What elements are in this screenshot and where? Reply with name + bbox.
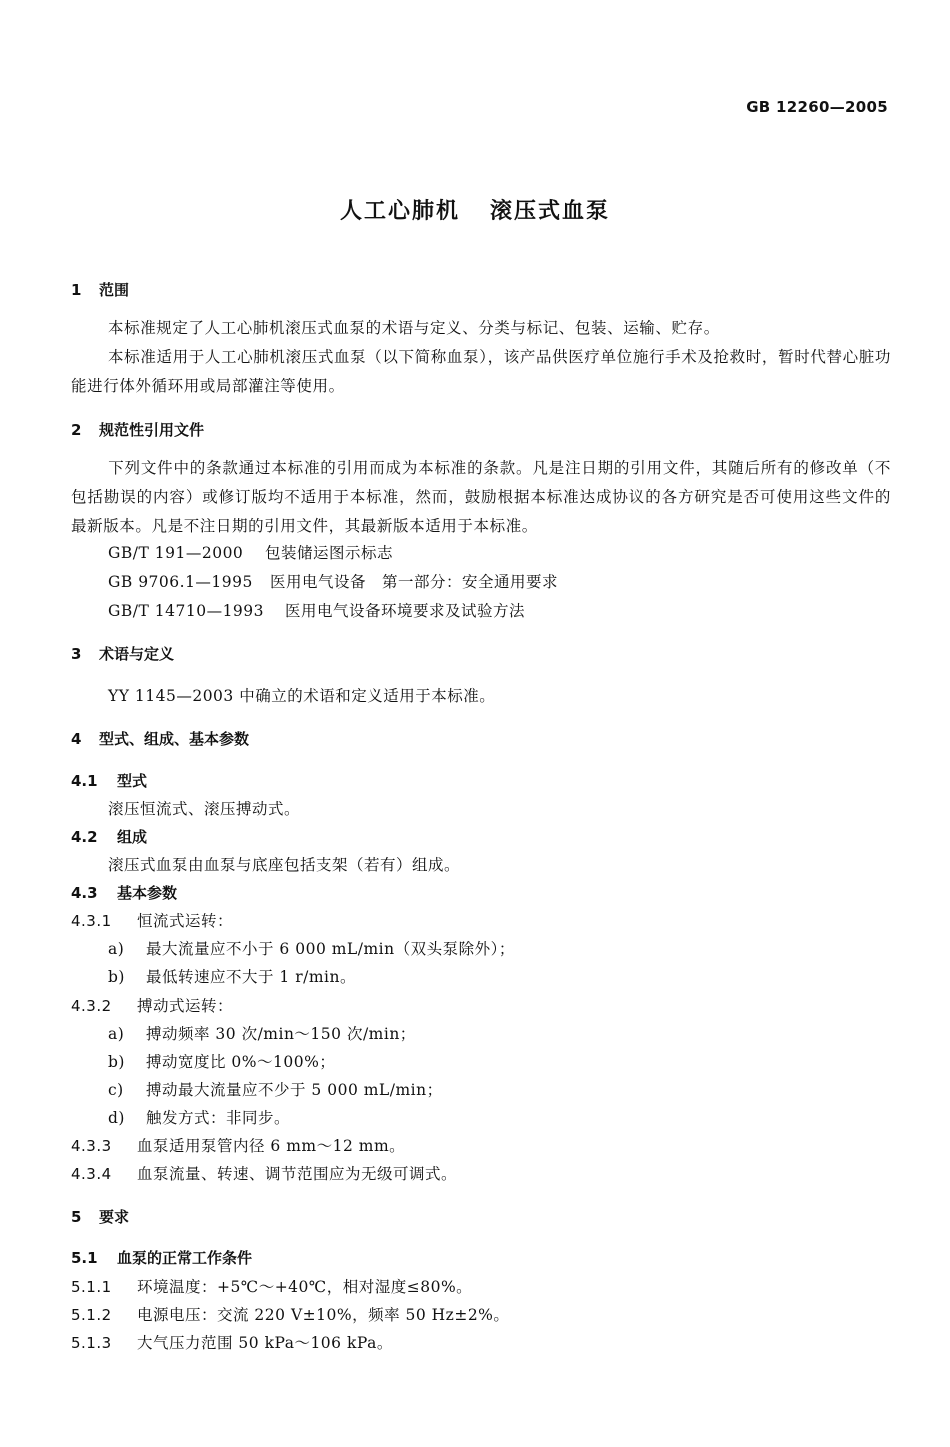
- reference-title: 医用电气设备环境要求及试验方法: [285, 602, 526, 620]
- clause-text: 搏动式运转：: [137, 997, 234, 1015]
- subsection-number: 4.2: [71, 828, 98, 846]
- reference-item: [108, 570, 558, 592]
- subsection-5-1-heading: [71, 1247, 252, 1268]
- section-title: 术语与定义: [99, 645, 175, 663]
- list-item: [108, 1050, 335, 1072]
- reference-title: 医用电气设备 第一部分：安全通用要求: [270, 573, 559, 591]
- list-text: 最低转速应不大于 1 r/min。: [146, 968, 356, 986]
- list-text: 搏动最大流量应不少于 5 000 mL/min；: [146, 1081, 443, 1099]
- clause-number: 4.3.2: [71, 997, 112, 1015]
- section-number: 2: [71, 421, 82, 439]
- section-1-paragraph-1: [71, 314, 891, 343]
- subsection-4-2-text: 滚压式血泵由血泵与底座包括支架（若有）组成。: [108, 856, 461, 874]
- section-number: 3: [71, 645, 82, 663]
- section-1-paragraph-2: [71, 343, 891, 401]
- paragraph-text: 下列文件中的条款通过本标准的引用而成为本标准的条款。凡是注日期的引用文件，其随后所有的修改单（不包括勘误的内容）或修订版均不适用于本标准，然而，鼓励根据本标准达成协议的各方研究是否可使用这些文件的最新版本。凡是不注日期的引用文件，其最新版本适用于本标准。: [71, 459, 891, 535]
- list-text: 最大流量应不小于 6 000 mL/min（双头泵除外）；: [146, 940, 515, 958]
- list-label: b): [108, 968, 125, 986]
- paragraph-text: 本标准规定了人工心肺机滚压式血泵的术语与定义、分类与标记、包装、运输、贮存。: [108, 319, 720, 337]
- section-3-paragraph-1: YY 1145—2003 中确立的术语和定义适用于本标准。: [108, 687, 496, 705]
- subsection-number: 5.1: [71, 1249, 98, 1267]
- reference-code: GB 9706.1—1995: [108, 573, 253, 591]
- section-2-heading: [71, 419, 204, 440]
- title-part-1: 人工心肺机: [339, 199, 460, 224]
- subsection-4-2-heading: [71, 826, 147, 847]
- list-text: 搏动频率 30 次/min～150 次/min；: [146, 1025, 416, 1043]
- section-1-heading: [71, 279, 129, 300]
- section-5-heading: [71, 1206, 129, 1227]
- clause-5-1-2: [71, 1303, 509, 1325]
- list-item: [108, 965, 356, 987]
- clause-5-1-3: [71, 1331, 393, 1353]
- list-text: 搏动宽度比 0%～100%；: [146, 1053, 336, 1071]
- clause-number: 5.1.1: [71, 1278, 112, 1296]
- section-title: 范围: [99, 281, 130, 299]
- reference-title: 包装储运图示标志: [265, 544, 394, 562]
- list-label: a): [108, 1025, 125, 1043]
- clause-number: 5.1.2: [71, 1306, 112, 1324]
- list-text: 触发方式：非同步。: [146, 1109, 291, 1127]
- clause-text: 电源电压：交流 220 V±10%，频率 50 Hz±2%。: [137, 1306, 510, 1324]
- section-3-heading: [71, 643, 174, 664]
- reference-code: GB/T 14710—1993: [108, 602, 265, 620]
- section-title: 要求: [99, 1208, 130, 1226]
- clause-text: 血泵适用泵管内径 6 mm～12 mm。: [137, 1137, 406, 1155]
- subsection-4-1-heading: [71, 770, 147, 791]
- list-item: [108, 1106, 290, 1128]
- clause-4-3-3: [71, 1134, 405, 1156]
- subsection-4-1-text: 滚压恒流式、滚压搏动式。: [108, 800, 301, 818]
- list-item: [108, 1022, 416, 1044]
- subsection-title: 型式: [117, 772, 148, 790]
- clause-number: 4.3.4: [71, 1165, 112, 1183]
- clause-number: 4.3.3: [71, 1137, 112, 1155]
- clause-text: 血泵流量、转速、调节范围应为无级可调式。: [137, 1165, 458, 1183]
- title-part-2: 滚压式血泵: [490, 199, 611, 224]
- reference-item: [108, 541, 393, 563]
- section-2-paragraph-1: [71, 454, 891, 541]
- paragraph-text: 本标准适用于人工心肺机滚压式血泵（以下简称血泵），该产品供医疗单位施行手术及抢救时，暂时代替心脏功能进行体外循环用或局部灌注等使用。: [71, 348, 891, 395]
- subsection-number: 4.1: [71, 772, 98, 790]
- reference-code: GB/T 191—2000: [108, 544, 244, 562]
- subsection-number: 4.3: [71, 884, 98, 902]
- clause-4-3-4: [71, 1162, 457, 1184]
- list-label: b): [108, 1053, 125, 1071]
- standard-code: GB 12260—2005: [746, 98, 888, 116]
- section-number: 1: [71, 281, 82, 299]
- section-number: 5: [71, 1208, 82, 1226]
- list-item: [108, 1078, 443, 1100]
- list-label: d): [108, 1109, 125, 1127]
- reference-item: [108, 599, 525, 621]
- section-title: 型式、组成、基本参数: [99, 730, 250, 748]
- list-label: c): [108, 1081, 124, 1099]
- list-item: [108, 937, 515, 959]
- subsection-title: 基本参数: [117, 884, 178, 902]
- list-label: a): [108, 940, 125, 958]
- section-4-heading: [71, 728, 249, 749]
- clause-number: 4.3.1: [71, 912, 112, 930]
- section-number: 4: [71, 730, 82, 748]
- subsection-title: 血泵的正常工作条件: [117, 1249, 253, 1267]
- clause-text: 环境温度：+5℃～+40℃，相对湿度≤80%。: [137, 1278, 473, 1296]
- clause-text: 恒流式运转：: [137, 912, 234, 930]
- subsection-title: 组成: [117, 828, 148, 846]
- clause-4-3-2: [71, 994, 233, 1016]
- clause-number: 5.1.3: [71, 1334, 112, 1352]
- document-title: [0, 194, 950, 225]
- clause-5-1-1: [71, 1275, 472, 1297]
- clause-text: 大气压力范围 50 kPa～106 kPa。: [137, 1334, 393, 1352]
- clause-4-3-1: [71, 909, 233, 931]
- subsection-4-3-heading: [71, 882, 177, 903]
- section-title: 规范性引用文件: [99, 421, 205, 439]
